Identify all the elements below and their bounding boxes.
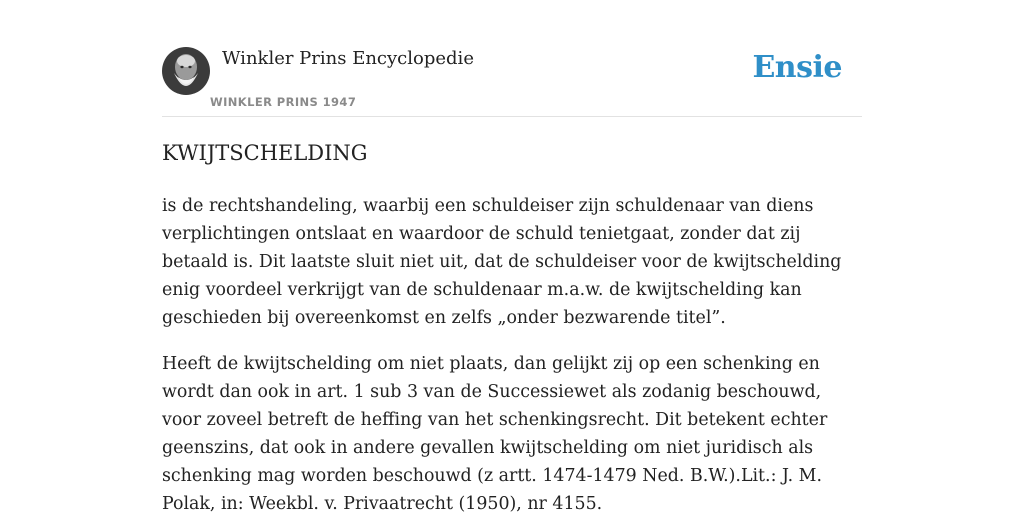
source-header xyxy=(162,44,862,117)
author-portrait-icon xyxy=(162,47,210,95)
ensie-logo-link[interactable]: Ensie xyxy=(752,50,842,85)
source-name-link[interactable]: Winkler Prins Encyclopedie xyxy=(222,48,474,69)
article-paragraph: is de rechtshandeling, waarbij een schuldeiser zijn schuldenaar van diens verplichtingen ontslaat en waardoor de schuld tenietgaat, zonder dat zij betaald is. Dit laatste sluit niet uit, dat de schuldeiser voor de kwijtschelding enig voordeel verkrijgt van de schuldenaar m.a.w. de kwijtschelding kan geschieden bij overeenkomst en zelfs „onder bezwarende titel”. xyxy=(162,196,842,328)
source-subtitle: WINKLER PRINS 1947 xyxy=(210,95,357,109)
article-body xyxy=(162,192,862,512)
avatar[interactable] xyxy=(162,47,210,95)
article-paragraph: Heeft de kwijtschelding om niet plaats, dan gelijkt zij op een schenking en wordt dan ook in art. 1 sub 3 van de Successiewet als zodanig beschouwd, voor zoveel betreft de heffing van het schenkingsrecht. Dit betekent echter geenszins, dat ook in andere gevallen kwijtschelding om niet juridisch als schenking mag worden beschouwd (z artt. 1474-1479 Ned. B.W.).Lit.: J. M. Polak, in: Weekbl. v. Privaatrecht (1950), nr 4155. xyxy=(162,354,828,512)
article-title: KWIJTSCHELDING xyxy=(162,141,368,165)
